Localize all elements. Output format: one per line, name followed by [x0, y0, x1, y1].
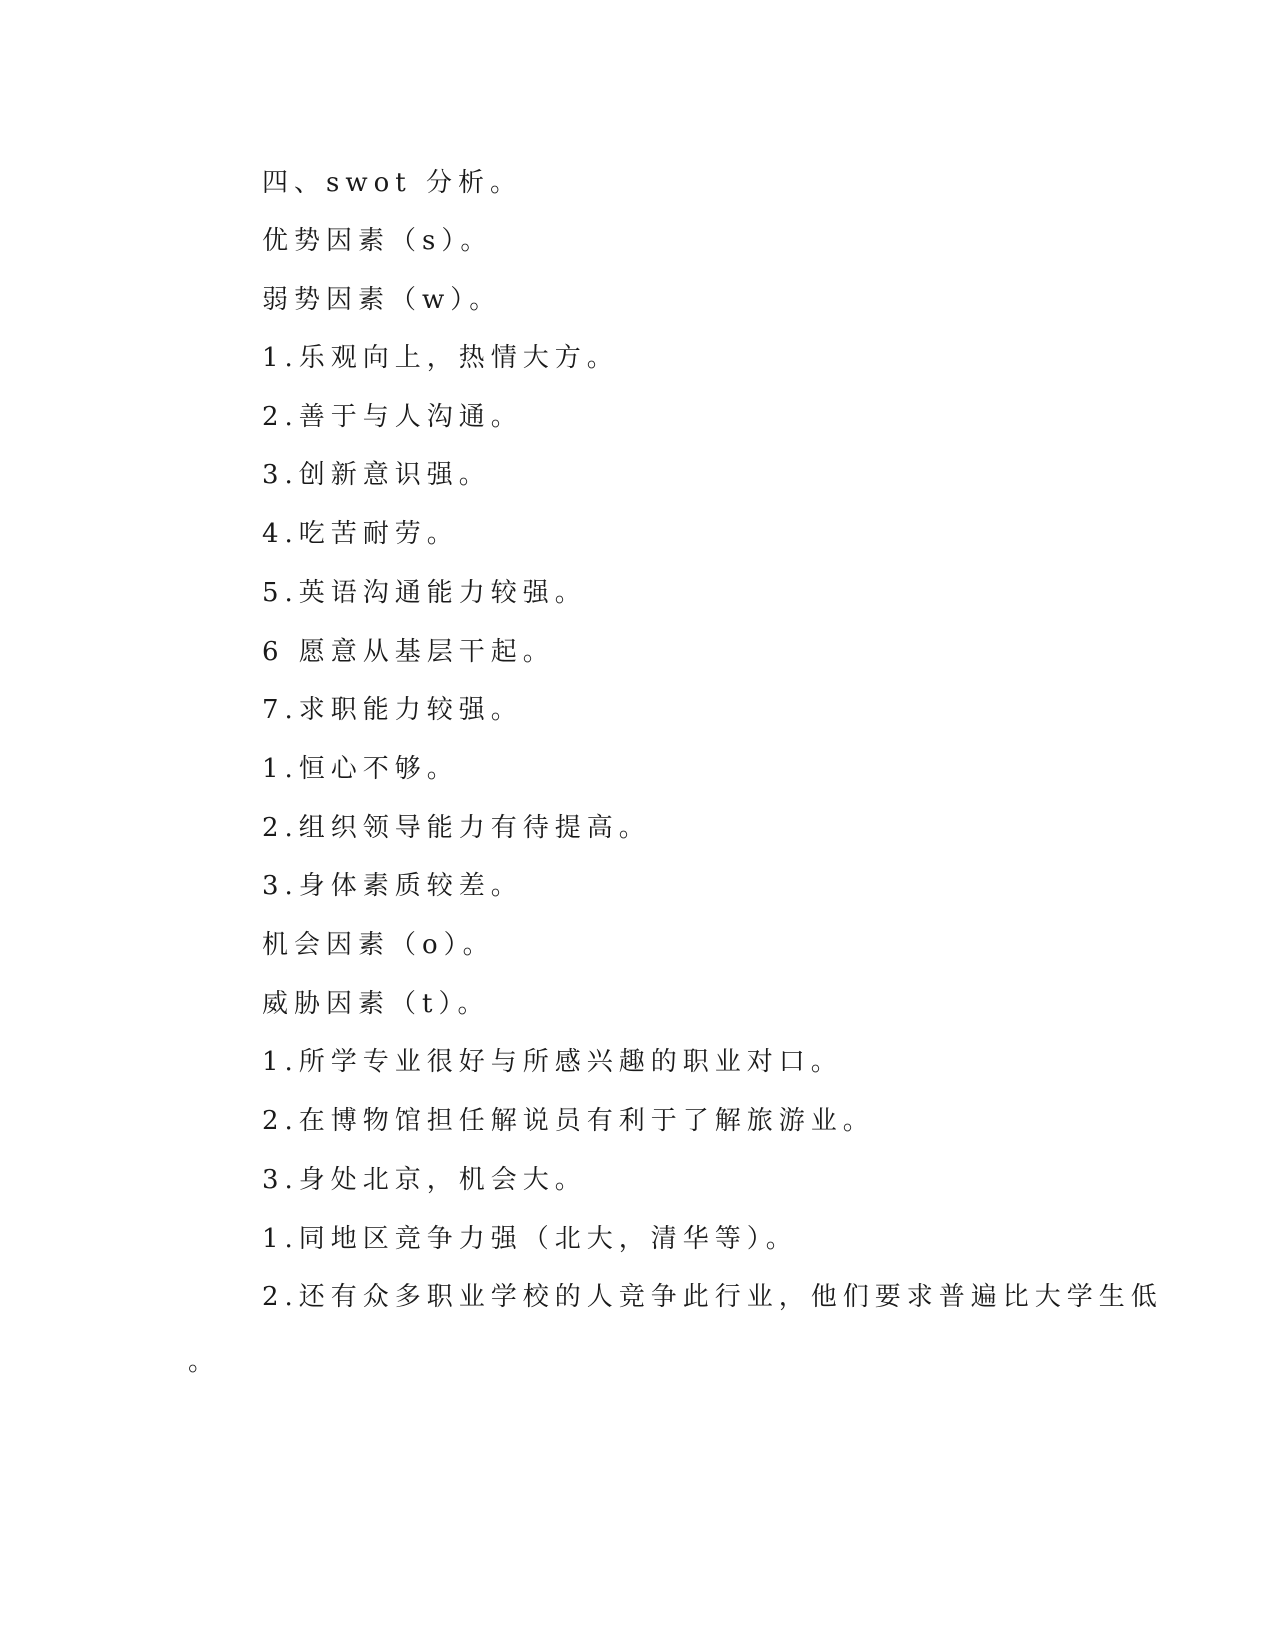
list-item: 1.所学专业很好与所感兴趣的职业对口。: [262, 1047, 843, 1077]
list-item: 2.组织领导能力有待提高。: [262, 813, 651, 843]
list-item: 6 愿意从基层干起。: [262, 637, 555, 667]
list-item: 3.创新意识强。: [262, 460, 491, 490]
list-item: 1.恒心不够。: [262, 754, 459, 784]
list-item: 1.乐观向上，热情大方。: [262, 343, 619, 373]
list-item: 4.吃苦耐劳。: [262, 519, 459, 549]
list-item: 7.求职能力较强。: [262, 695, 523, 725]
list-item: 2.在博物馆担任解说员有利于了解旅游业。: [262, 1106, 875, 1136]
list-item: 3.身处北京，机会大。: [262, 1165, 587, 1195]
heading-strengths: 优势因素（s）。: [262, 226, 493, 256]
heading-threats: 威胁因素（t）。: [262, 989, 490, 1019]
list-item: 3.身体素质较差。: [262, 871, 523, 901]
list-item: 5.英语沟通能力较强。: [262, 578, 587, 608]
list-item: 2.还有众多职业学校的人竞争此行业，他们要求普遍比大学生低: [262, 1282, 1163, 1312]
heading-opportunities: 机会因素（o）。: [262, 930, 495, 960]
list-item: 2.善于与人沟通。: [262, 402, 523, 432]
section-heading-swot: 四、swot 分析。: [262, 168, 522, 198]
continuation-period: 。: [188, 1347, 215, 1377]
list-item: 1.同地区竞争力强（北大，清华等）。: [262, 1224, 798, 1254]
heading-weaknesses: 弱势因素（w）。: [262, 285, 502, 315]
